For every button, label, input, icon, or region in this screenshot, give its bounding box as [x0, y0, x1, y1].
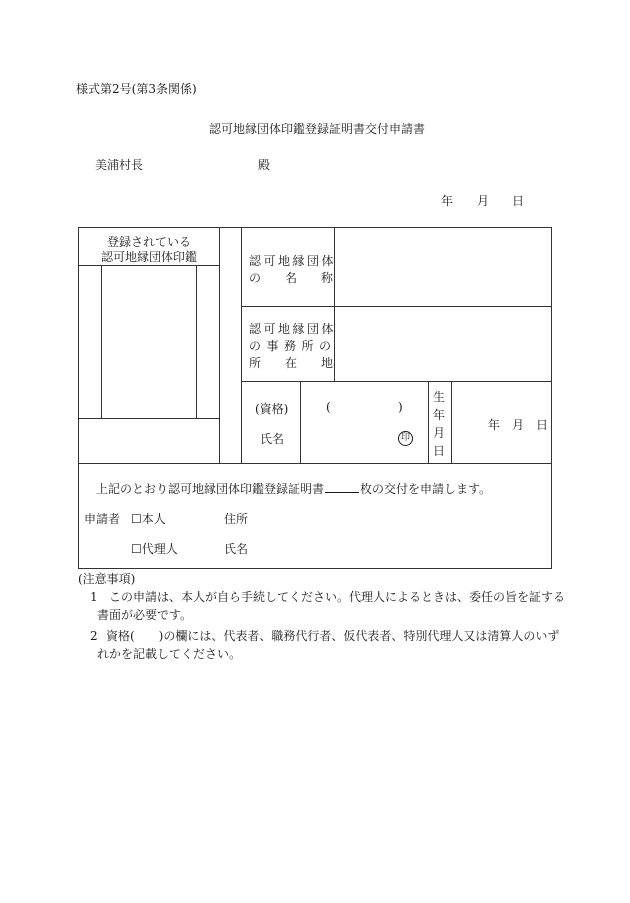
applicant-address-field[interactable]	[256, 508, 546, 526]
applicant-name-field[interactable]	[256, 538, 546, 556]
birth-day-label: 日	[536, 418, 549, 432]
request-statement: 上記のとおり認可地縁団体印鑑登録証明書 枚の交付を申請します。	[96, 482, 492, 496]
addressee-name: 美浦村長	[95, 158, 144, 172]
checkbox-agent-icon[interactable]: ☐	[131, 542, 142, 556]
office-label-line1: 認可地縁団体	[249, 322, 337, 336]
form-title: 認可地縁団体印鑑登録証明書交付申請書	[209, 122, 426, 136]
note-1-line1: この申請は、本人が自ら手続してください。代理人によるときは、委任の旨を証する	[109, 590, 566, 604]
note-1-line2: 書面が必要です。	[97, 608, 193, 622]
applicant-address-label: 住所	[224, 512, 249, 526]
date-day-label: 日	[512, 194, 525, 208]
birth-label-1: 生	[433, 390, 446, 404]
qualification-paren-open: (	[326, 400, 331, 414]
qualification-field[interactable]	[334, 398, 396, 416]
representative-name-field[interactable]	[306, 426, 396, 446]
addressee-honorific: 殿	[258, 158, 271, 172]
birth-label-4: 日	[433, 444, 446, 458]
birth-year-label: 年	[488, 418, 501, 432]
birth-month-label: 月	[512, 418, 525, 432]
qualification-paren-close: )	[398, 400, 403, 414]
office-address-field[interactable]	[335, 307, 551, 381]
self-option[interactable]	[131, 510, 166, 527]
note-1-number: 1	[90, 590, 98, 604]
note-2-line1: 資格( )の欄には、代表者、職務代行者、仮代表者、特別代理人又は清算人のいず	[106, 629, 560, 643]
seal-header-line1: 登録されている	[106, 235, 191, 249]
copies-count-field[interactable]	[325, 481, 359, 493]
date-year-label: 年	[441, 194, 454, 208]
applicant-label: 申請者	[84, 512, 121, 526]
notes-header: (注意事項)	[78, 572, 136, 586]
date-month-label: 月	[477, 194, 490, 208]
form-number: 様式第2号(第3条関係)	[76, 82, 197, 96]
agent-label: 代理人	[141, 542, 178, 556]
note-2-line2: れかを記載してください。	[97, 647, 242, 661]
group-name-field[interactable]	[335, 228, 551, 306]
agent-option[interactable]	[131, 540, 178, 557]
office-label-line3: 所在地	[249, 356, 358, 370]
seal-header-line2: 認可地縁団体印鑑	[100, 250, 197, 264]
registered-seal-box	[102, 266, 196, 418]
checkbox-self-icon[interactable]: ☐	[131, 512, 142, 526]
self-label: 本人	[141, 512, 166, 526]
applicant-name-label: 氏名	[224, 542, 249, 556]
office-label-line2: の事務所の	[249, 339, 337, 353]
birth-label-3: 月	[433, 426, 446, 440]
group-name-label-line1: 認可地縁団体	[249, 254, 337, 268]
note-2-number: 2	[90, 629, 98, 643]
group-name-label-line2: の名称	[249, 271, 358, 285]
representative-name-label: 氏名	[260, 432, 285, 446]
birth-label-2: 年	[433, 408, 446, 422]
qualification-label: (資格)	[255, 402, 289, 416]
seal-mark: 印	[398, 429, 413, 446]
